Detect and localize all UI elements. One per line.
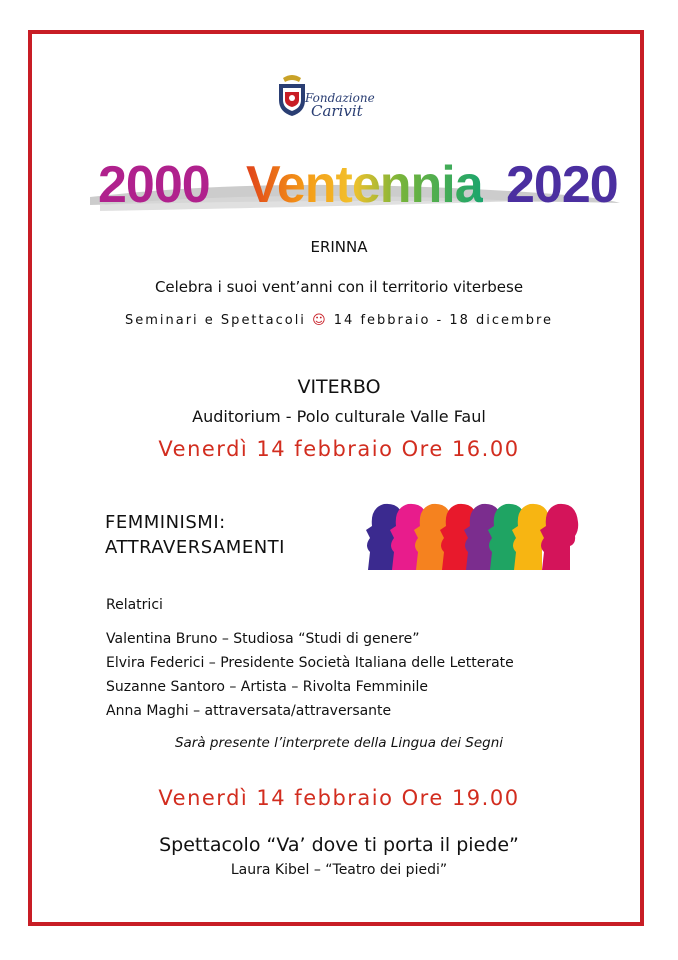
sign-language-note: Sarà presente l’interprete della Lingua dei Segni bbox=[174, 735, 504, 751]
women-profiles-illustration bbox=[360, 500, 585, 572]
banner-year-end: 2020 bbox=[506, 156, 618, 214]
speakers-list bbox=[106, 627, 514, 723]
tagline: Celebra i suoi vent’anni con il territorio viterbese bbox=[154, 278, 524, 296]
speaker-item: Suzanne Santoro – Artista – Rivolta Femminile bbox=[106, 679, 428, 695]
show-author: Laura Kibel – “Teatro dei piedi” bbox=[230, 862, 448, 878]
logo-line1: Fondazione bbox=[305, 91, 375, 105]
coat-of-arms-icon bbox=[275, 72, 309, 118]
city: VITERBO bbox=[297, 376, 381, 398]
series-label: Seminari e Spettacoli bbox=[124, 313, 306, 328]
show-datetime: Venerdì 14 febbraio Ore 19.00 bbox=[158, 786, 520, 810]
fondazione-carivit-logo bbox=[275, 72, 375, 122]
ventennia-banner bbox=[80, 145, 620, 225]
seminar-title-line2: ATTRAVERSAMENTI bbox=[105, 537, 285, 558]
banner-title: Ventennia bbox=[246, 145, 483, 225]
show-title: Spettacolo “Va’ dove ti porta il piede” bbox=[159, 834, 519, 856]
speaker-item: Elvira Federici – Presidente Società Italiana delle Letterate bbox=[106, 655, 514, 671]
venue-place: Auditorium - Polo culturale Valle Faul bbox=[192, 407, 486, 426]
seminar-title bbox=[105, 510, 285, 560]
logo-line2: Carivit bbox=[311, 102, 363, 120]
banner-year-start: 2000 bbox=[98, 156, 210, 214]
speaker-item: Anna Maghi – attraversata/attraversante bbox=[106, 703, 392, 719]
speakers-label: Relatrici bbox=[106, 597, 163, 613]
seminar-datetime: Venerdì 14 febbraio Ore 16.00 bbox=[158, 437, 520, 461]
speaker-item: Valentina Bruno – Studiosa “Studi di genere” bbox=[106, 631, 420, 647]
smiley-icon: ☺ bbox=[312, 313, 328, 328]
event-series bbox=[0, 313, 678, 328]
series-dates: 14 febbraio - 18 dicembre bbox=[333, 313, 554, 328]
organization-name: ERINNA bbox=[310, 238, 368, 256]
seminar-title-line1: FEMMINISMI: bbox=[105, 512, 226, 533]
